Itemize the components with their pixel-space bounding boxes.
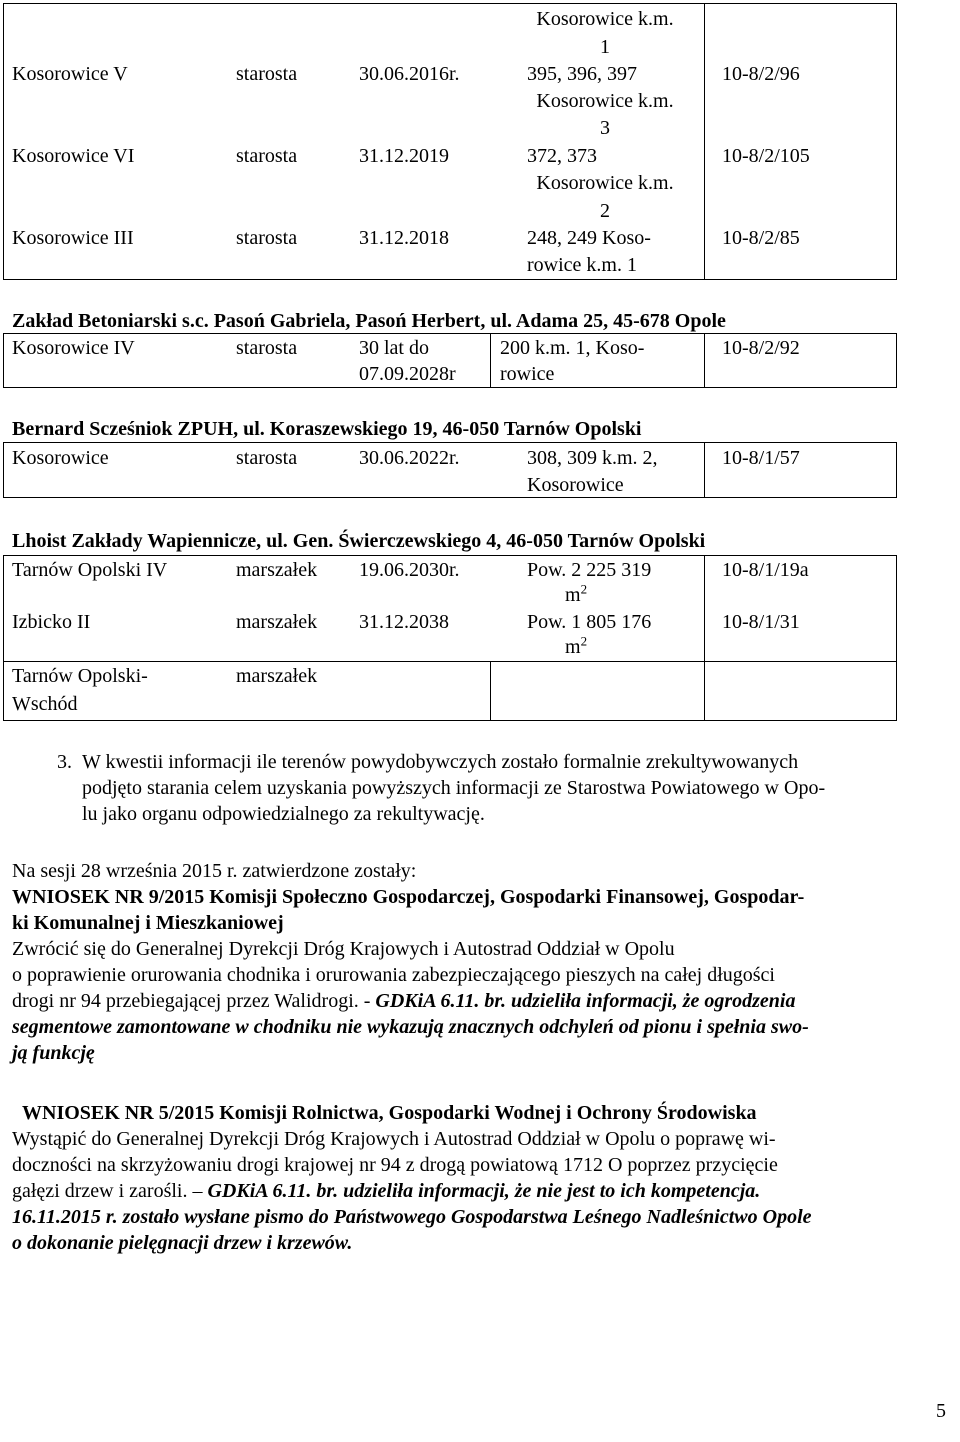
motion-response: 16.11.2015 r. zostało wysłane pismo do Państwowego Gospodarstwa Leśnego Nadleśnictwo Opole [12, 1206, 812, 1228]
table-cell-name: Kosorowice VI [12, 145, 135, 167]
table-cell-name: Tarnów Opolski- [12, 665, 148, 687]
table-divider [490, 661, 491, 721]
table-cell-date: 30.06.2022r. [359, 447, 460, 469]
motion-body-text: drogi nr 94 przebiegającej przez Walidrogi. - [12, 990, 376, 1012]
table-cell-plots: Kosorowice [527, 474, 624, 496]
table-cell-date: 31.12.2019 [359, 145, 449, 167]
table-cell-org: marszałek [236, 611, 318, 633]
table-cell-plots-suffix: rowice k.m. 1 [527, 254, 637, 276]
table-divider [704, 442, 705, 498]
table-cell-plots: 248, 249 Koso- [527, 227, 651, 249]
table-cell-code: 10-8/1/31 [722, 611, 800, 633]
table-cell-name: Tarnów Opolski IV [12, 559, 168, 581]
table-cell-code: 10-8/2/85 [722, 227, 800, 249]
motion-response: GDKiA 6.11. br. udzieliła informacji, że ogrodzenia [375, 990, 796, 1012]
table-cell-org: starosta [236, 227, 298, 249]
table-cell-plots: rowice [500, 363, 555, 385]
area-exponent: 2 [580, 581, 588, 597]
motion-title: WNIOSEK NR 9/2015 Komisji Społeczno Gospodarczej, Gospodarki Finansowej, Gospodar- [12, 886, 805, 908]
table-cell-plots: 308, 309 k.m. 2, [527, 447, 658, 469]
page-number: 5 [936, 1400, 946, 1422]
table-cell-plots: 395, 396, 397 [527, 63, 637, 85]
table-cell-code: 10-8/1/57 [722, 447, 800, 469]
table-cell-plots: 200 k.m. 1, Koso- [500, 337, 645, 359]
table-cell-org: starosta [236, 63, 298, 85]
table-cell-plots-prefix2: 1 [600, 36, 610, 58]
table-cell-area-unit [565, 634, 587, 660]
paragraph-line: W kwestii informacji ile terenów powydobywczych zostało formalnie zrekultywowanych [82, 751, 799, 773]
motion-response: GDKiA 6.11. br. udzieliła informacji, że nie jest to ich kompetencja. [207, 1180, 761, 1202]
motion-title: WNIOSEK NR 5/2015 Komisji Rolnictwa, Gospodarki Wodnej i Ochrony Środowiska [22, 1102, 757, 1124]
table-cell-area: Pow. 1 805 176 [527, 611, 652, 633]
table-divider [704, 3, 705, 280]
table-cell-date: 31.12.2018 [359, 227, 449, 249]
motion-response: segmentowe zamontowane w chodniku nie wykazują znacznych odchyleń od pionu i spełnia swo- [12, 1016, 809, 1038]
table-cell-org: starosta [236, 145, 298, 167]
company-header: Lhoist Zakłady Wapiennicze, ul. Gen. Świerczewskiego 4, 46-050 Tarnów Opolski [12, 530, 706, 552]
table-cell-name: Wschód [12, 693, 78, 715]
table-cell-name: Kosorowice [12, 447, 109, 469]
motion-body [12, 988, 795, 1014]
table-cell-date: 19.06.2030r. [359, 559, 460, 581]
area-unit: m [565, 636, 581, 658]
company-header: Bernard Scześniok ZPUH, ul. Koraszewskiego 19, 46-050 Tarnów Opolski [12, 418, 642, 440]
motion-response: ją funkcję [12, 1042, 95, 1064]
table-cell-plots-prefix2: 2 [600, 200, 610, 222]
table-cell-org: starosta [236, 447, 298, 469]
table-cell-area: Pow. 2 225 319 [527, 559, 652, 581]
motion-body: o poprawienie orurowania chodnika i orurowania zabezpieczającego pieszych na całej długości [12, 964, 775, 986]
area-exponent: 2 [580, 633, 588, 649]
table-cell-name: Izbicko II [12, 611, 91, 633]
table-divider [490, 333, 491, 388]
table-cell-plots-prefix: Kosorowice k.m. [536, 8, 674, 30]
table-cell-code: 10-8/1/19a [722, 559, 809, 581]
table-cell-area-unit [565, 582, 587, 608]
table-cell-date: 30 lat do [359, 337, 429, 359]
table-cell-name: Kosorowice IV [12, 337, 135, 359]
table-cell-code: 10-8/2/105 [722, 145, 810, 167]
table-cell-code: 10-8/2/96 [722, 63, 800, 85]
table-cell-date: 30.06.2016r. [359, 63, 460, 85]
table-cell-plots-prefix: Kosorowice k.m. [536, 172, 674, 194]
table-divider [704, 333, 705, 388]
table-cell-date: 07.09.2028r [359, 363, 456, 385]
table-cell-date: 31.12.2038 [359, 611, 449, 633]
company-header: Zakład Betoniarski s.c. Pasoń Gabriela, Pasoń Herbert, ul. Adama 25, 45-678 Opole [12, 310, 726, 332]
motion-body-text: gałęzi drzew i zarośli. – [12, 1180, 208, 1202]
table-cell-plots: 372, 373 [527, 145, 597, 167]
list-number: 3. [57, 751, 72, 773]
table-cell-plots-prefix: Kosorowice k.m. [536, 90, 674, 112]
motion-body: doczności na skrzyżowaniu drogi krajowej nr 94 z drogą powiatową 1712 O poprzez przycięcie [12, 1154, 778, 1176]
table-cell-org: starosta [236, 337, 298, 359]
paragraph-line: podjęto starania celem uzyskania powyższych informacji ze Starostwa Powiatowego w Opo- [82, 777, 826, 799]
session-line: Na sesji 28 września 2015 r. zatwierdzone zostały: [12, 860, 417, 882]
table-row-divider [3, 661, 897, 662]
table-cell-name: Kosorowice V [12, 63, 128, 85]
area-unit: m [565, 584, 581, 606]
motion-body: Wystąpić do Generalnej Dyrekcji Dróg Krajowych i Autostrad Oddział w Opolu o poprawę wi- [12, 1128, 776, 1150]
motion-title: ki Komunalnej i Mieszkaniowej [12, 912, 284, 934]
motion-body [12, 1178, 760, 1204]
table-cell-plots-prefix2: 3 [600, 117, 610, 139]
motion-body: Zwrócić się do Generalnej Dyrekcji Dróg Krajowych i Autostrad Oddział w Opolu [12, 938, 675, 960]
paragraph-line: lu jako organu odpowiedzialnego za rekultywację. [82, 803, 485, 825]
table-cell-code: 10-8/2/92 [722, 337, 800, 359]
table-cell-org: marszałek [236, 559, 318, 581]
motion-response: o dokonanie pielęgnacji drzew i krzewów. [12, 1232, 353, 1254]
table-divider [704, 555, 705, 721]
table-cell-org: marszałek [236, 665, 318, 687]
table-cell-name: Kosorowice III [12, 227, 134, 249]
